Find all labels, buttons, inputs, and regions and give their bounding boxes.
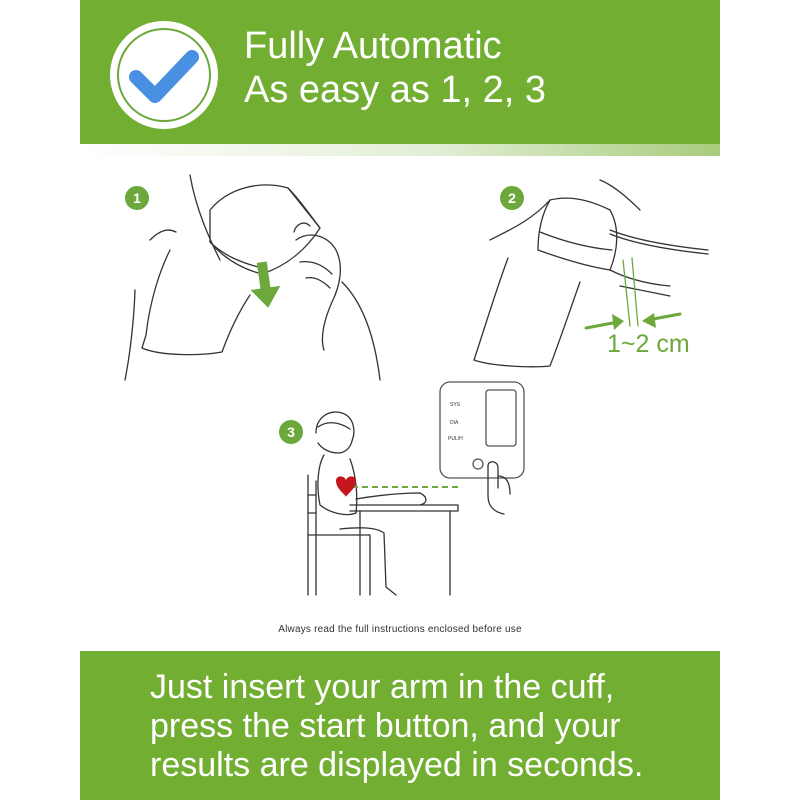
cuff-distance-label: 1~2 cm [607, 330, 690, 358]
step-1-badge: 1 [125, 186, 149, 210]
step-3-badge: 3 [279, 420, 303, 444]
dia-label: DIA [450, 420, 459, 426]
disclaimer-text: Always read the full instructions enclosed before use [278, 624, 522, 635]
step-1-illustration [110, 170, 410, 385]
footer-line-2: press the start button, and your [150, 707, 621, 745]
step-2-badge: 2 [500, 186, 524, 210]
page-title [244, 24, 546, 112]
header-fade-strip [80, 144, 720, 156]
title-line-1: Fully Automatic [244, 25, 502, 67]
monitor-illustration [434, 376, 530, 516]
pul-label: PUL/H [448, 436, 463, 442]
checkmark-circle-icon [108, 19, 220, 131]
sys-label: SYS [450, 402, 461, 408]
footer-description [150, 668, 643, 785]
heart-icon [336, 476, 356, 497]
title-line-2: As easy as 1, 2, 3 [244, 69, 547, 111]
footer-line-3: results are displayed in seconds. [150, 746, 644, 784]
footer-line-1: Just insert your arm in the cuff, [150, 668, 615, 706]
